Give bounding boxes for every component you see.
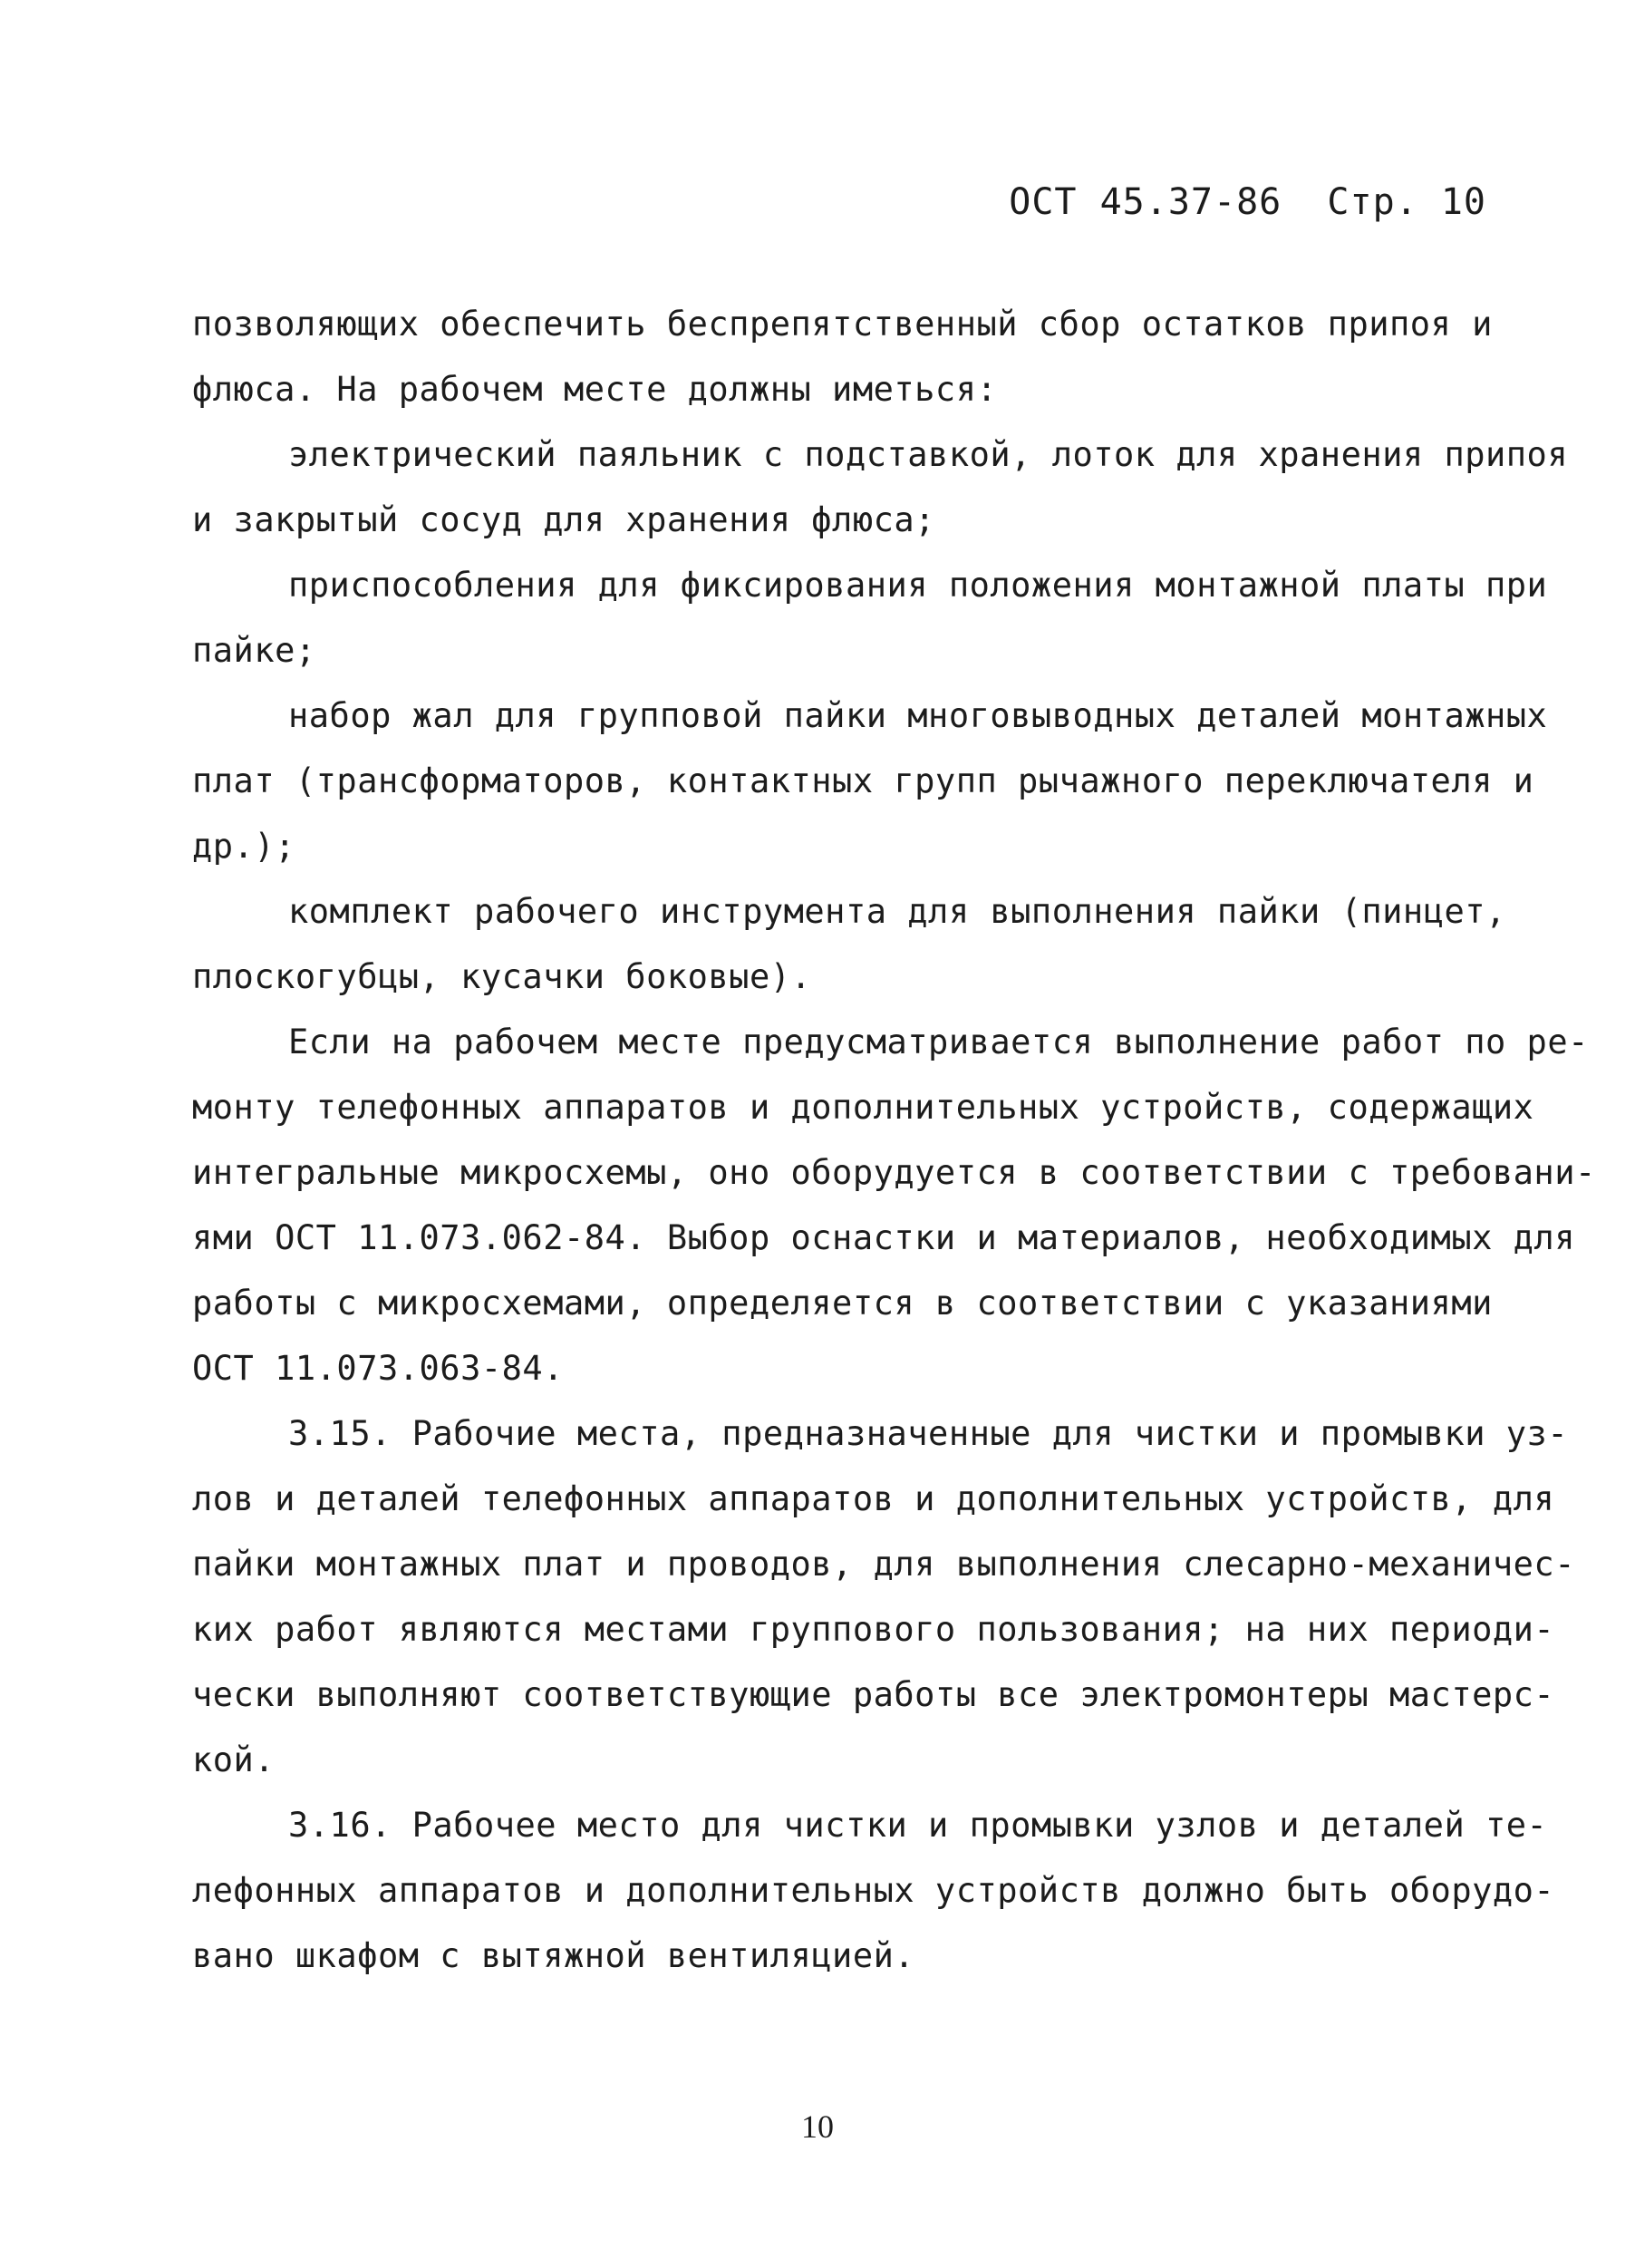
text-line: ями ОСТ 11.073.062-84. Выбор оснастки и материалов, необходимых для [192,1218,1575,1257]
text-line: 3.15. Рабочие места, предназначенные для чистки и промывки уз- [288,1414,1569,1453]
text-line: комплект рабочего инструмента для выполнения пайки (пинцет, [288,892,1506,931]
text-line: ОСТ 11.073.063-84. [192,1349,564,1388]
text-line: вано шкафом с вытяжной вентиляцией. [192,1936,915,1975]
text-line: флюса. На рабочем месте должны иметься: [192,370,998,409]
text-line: 3.16. Рабочее место для чистки и промывки узлов и деталей те- [288,1806,1548,1845]
text-line: приспособления для фиксирования положения монтажной платы при [288,566,1548,605]
text-line: плоскогубцы, кусачки боковые). [192,957,812,996]
text-line: плат (трансформаторов, контактных групп рычажного переключателя и [192,761,1534,800]
text-line: кой. [192,1740,276,1779]
text-line: ких работ являются местами группового пользования; на них периоди- [192,1610,1555,1649]
text-line: пайке; [192,631,316,670]
text-line: лефонных аппаратов и дополнительных устройств должно быть оборудо- [192,1871,1555,1910]
text-line: электрический паяльник с подставкой, лоток для хранения припоя [288,435,1569,474]
text-line: лов и деталей телефонных аппаратов и дополнительных устройств, для [192,1479,1555,1518]
text-line: работы с микросхемами, определяется в соответствии с указаниями [192,1284,1493,1323]
page-header: ОСТ 45.37-86 Стр. 10 [1009,181,1486,223]
text-line: монту телефонных аппаратов и дополнительных устройств, содержащих [192,1088,1534,1127]
text-line: позволяющих обеспечить беспрепятственный сбор остатков припоя и [192,305,1493,344]
text-line: интегральные микросхемы, оно оборудуется в соответствии с требовани- [192,1153,1596,1192]
text-line: чески выполняют соответствующие работы все электромонтеры мастерс- [192,1675,1555,1714]
text-line: Если на рабочем месте предусматривается выполнение работ по ре- [288,1023,1589,1061]
text-line: набор жал для групповой пайки многовыводных деталей монтажных [288,696,1548,735]
text-line: др.); [192,827,295,866]
text-line: пайки монтажных плат и проводов, для выполнения слесарно-механичес- [192,1545,1575,1584]
page-number: 10 [801,2108,834,2145]
text-line: и закрытый сосуд для хранения флюса; [192,500,935,539]
